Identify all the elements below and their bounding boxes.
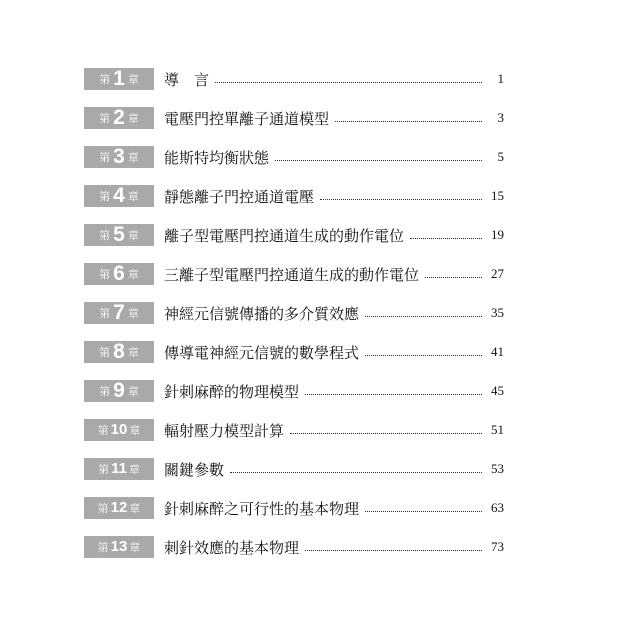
dot-leader [305,394,482,395]
page-number: 45 [491,383,504,398]
toc-entry[interactable] [84,495,504,521]
chapter-suffix: 章 [127,268,139,281]
page-number: 53 [491,461,504,476]
chapter-prefix: 第 [97,424,109,437]
chapter-prefix: 第 [98,463,110,476]
chapter-title: 三離子型電壓門控通道生成的動作電位 [164,265,420,284]
dot-leader [305,550,482,551]
chapter-badge [84,224,154,246]
page-number: 19 [491,227,504,242]
chapter-number: 13 [110,538,128,555]
chapter-prefix: 第 [97,541,109,554]
toc-entry[interactable] [84,456,504,482]
chapter-number: 5 [113,223,125,246]
chapter-suffix: 章 [127,73,139,86]
toc-entry[interactable] [84,300,504,326]
dot-leader [275,160,482,161]
chapter-badge [84,302,154,324]
chapter-suffix: 章 [127,229,139,242]
chapter-title: 針刺麻醉之可行性的基本物理 [164,499,360,518]
chapter-badge [84,380,154,402]
chapter-badge [84,341,154,363]
chapter-suffix: 章 [127,346,139,359]
chapter-title: 刺針效應的基本物理 [164,538,300,557]
toc-entry[interactable] [84,534,504,560]
chapter-number: 11 [111,460,127,477]
dot-leader [365,511,482,512]
toc-entry[interactable] [84,417,504,443]
chapter-prefix: 第 [99,73,111,86]
chapter-suffix: 章 [127,385,139,398]
chapter-number: 4 [113,184,125,207]
dot-leader [320,199,482,200]
chapter-suffix: 章 [127,151,139,164]
chapter-prefix: 第 [97,502,109,515]
chapter-suffix: 章 [127,307,139,320]
chapter-suffix: 章 [127,112,139,125]
page-number: 51 [491,422,504,437]
chapter-title: 能斯特均衡狀態 [164,148,270,167]
page-number: 35 [491,305,504,320]
dot-leader [290,433,482,434]
chapter-number: 10 [110,421,128,438]
toc-entry[interactable] [84,183,504,209]
dot-leader [230,472,482,473]
chapter-title: 離子型電壓門控通道生成的動作電位 [164,226,405,245]
dot-leader [365,355,482,356]
dot-leader [335,121,482,122]
page-number: 1 [497,71,504,86]
page-number: 73 [491,539,504,554]
chapter-prefix: 第 [99,385,111,398]
chapter-prefix: 第 [99,190,111,203]
table-of-contents [84,66,504,573]
dot-leader [365,316,482,317]
chapter-prefix: 第 [99,346,111,359]
chapter-prefix: 第 [99,151,111,164]
chapter-number: 7 [113,301,125,324]
chapter-number: 9 [113,379,125,402]
page-number: 5 [497,149,504,164]
chapter-badge [84,497,154,519]
toc-entry[interactable] [84,378,504,404]
chapter-badge [84,263,154,285]
chapter-suffix: 章 [127,190,139,203]
page-number: 63 [491,500,504,515]
dot-leader [215,82,482,83]
chapter-badge [84,185,154,207]
chapter-prefix: 第 [99,307,111,320]
dot-leader [410,238,482,239]
toc-entry[interactable] [84,339,504,365]
toc-entry[interactable] [84,66,504,92]
chapter-number: 8 [113,340,125,363]
chapter-number: 2 [113,106,125,129]
chapter-title: 導 言 [164,70,210,89]
chapter-title: 電壓門控單離子通道模型 [164,109,330,128]
chapter-number: 12 [110,499,128,516]
chapter-badge [84,419,154,441]
chapter-number: 1 [113,67,125,90]
chapter-title: 輻射壓力模型計算 [164,421,285,440]
chapter-badge [84,536,154,558]
chapter-suffix: 章 [128,463,140,476]
chapter-suffix: 章 [129,424,141,437]
chapter-title: 傳導電神經元信號的數學程式 [164,343,360,362]
page-number: 41 [491,344,504,359]
chapter-badge [84,68,154,90]
chapter-title: 針刺麻醉的物理模型 [164,382,300,401]
chapter-title: 靜態離子門控通道電壓 [164,187,315,206]
chapter-prefix: 第 [99,112,111,125]
toc-entry[interactable] [84,222,504,248]
chapter-number: 6 [113,262,125,285]
toc-entry[interactable] [84,105,504,131]
chapter-title: 神經元信號傳播的多介質效應 [164,304,360,323]
page-number: 15 [491,188,504,203]
chapter-prefix: 第 [99,229,111,242]
chapter-badge [84,146,154,168]
chapter-suffix: 章 [129,502,141,515]
chapter-prefix: 第 [99,268,111,281]
toc-entry[interactable] [84,144,504,170]
chapter-badge [84,107,154,129]
chapter-badge [84,458,154,480]
page-number: 3 [497,110,504,125]
dot-leader [425,277,482,278]
chapter-suffix: 章 [129,541,141,554]
chapter-number: 3 [113,145,125,168]
page-number: 27 [491,266,504,281]
chapter-title: 關鍵參數 [164,460,225,479]
toc-entry[interactable] [84,261,504,287]
